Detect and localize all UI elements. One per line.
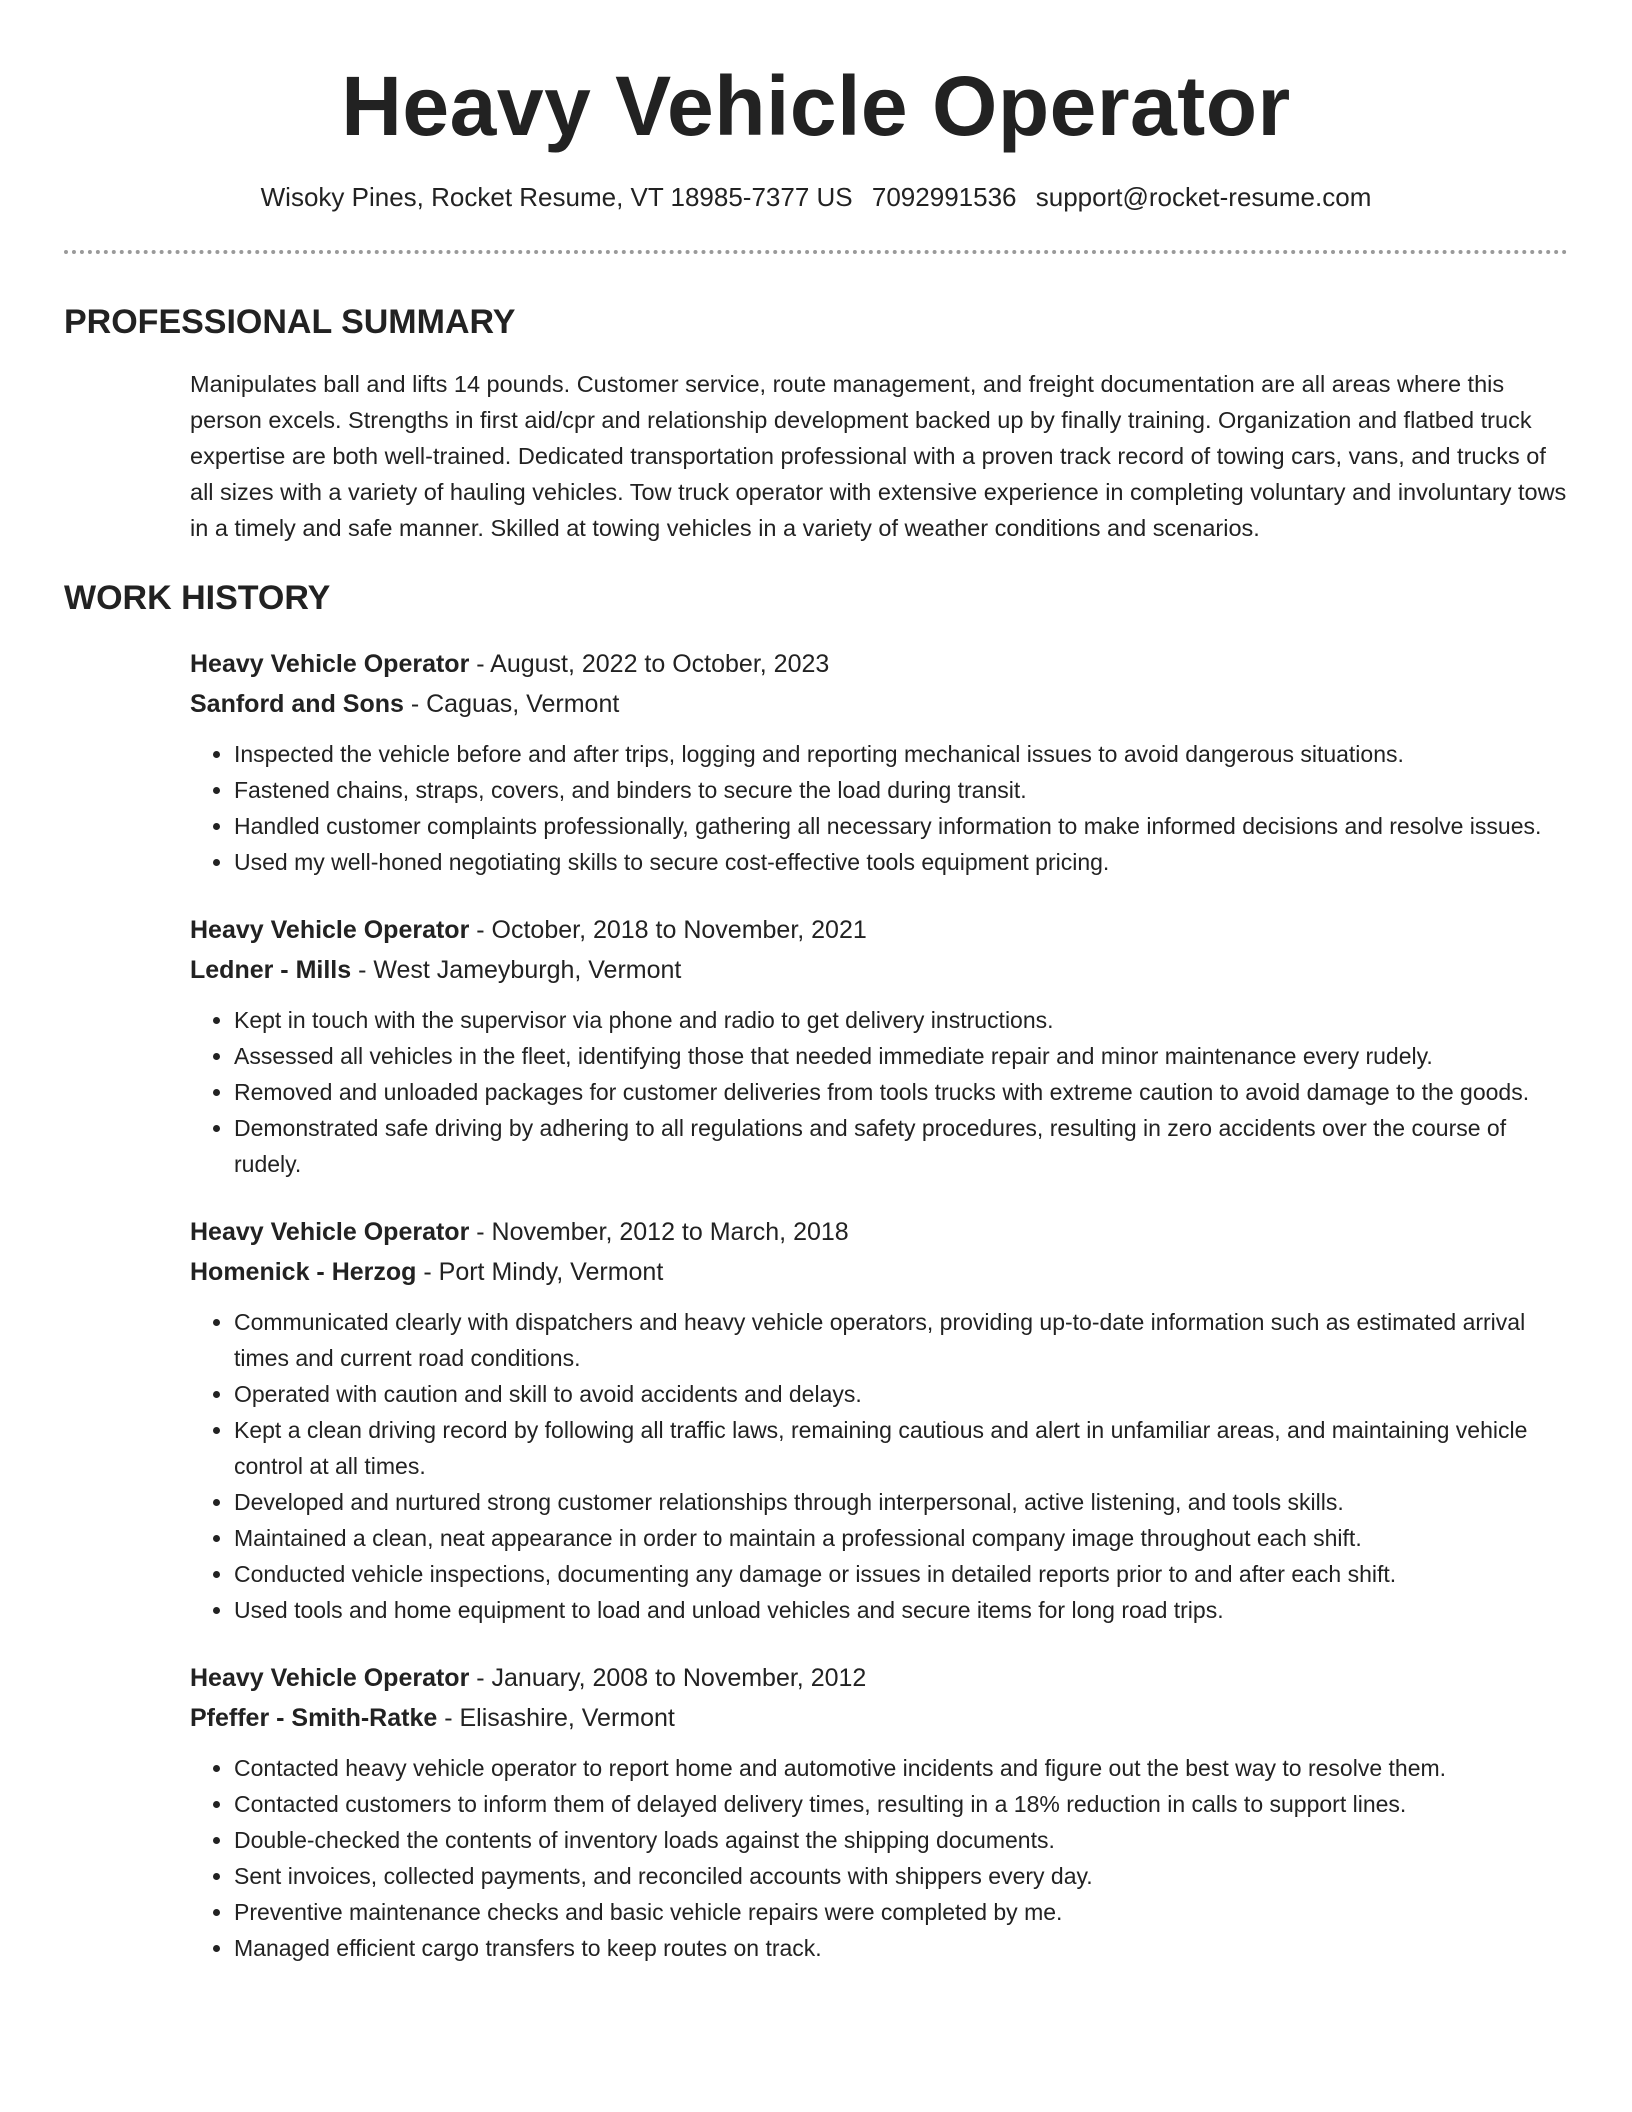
job-role-line [190, 644, 1568, 684]
job-entry [190, 644, 1568, 880]
job-bullet: • Operated with caution and skill to avoid accidents and delays. [234, 1376, 1568, 1412]
job-bullets [190, 1304, 1568, 1628]
job-bullet: • Used tools and home equipment to load and unload vehicles and secure items for long road trips. [234, 1592, 1568, 1628]
job-company-line [190, 684, 1568, 724]
job-bullets [190, 1002, 1568, 1182]
job-company: Pfeffer - Smith-Ratke [190, 1704, 438, 1732]
job-entry [190, 1658, 1568, 1966]
job-company-line [190, 1252, 1568, 1292]
section-title-summary: PROFESSIONAL SUMMARY [64, 303, 516, 341]
job-bullet: • Contacted customers to inform them of delayed delivery times, resulting in a 18% reduction in calls to support lines. [234, 1786, 1568, 1822]
job-company-line [190, 1698, 1568, 1738]
job-bullet: • Removed and unloaded packages for customer deliveries from tools trucks with extreme caution to avoid damage to the goods. [234, 1074, 1568, 1110]
job-dates: - January, 2008 to November, 2012 [469, 1664, 867, 1692]
job-bullets [190, 1750, 1568, 1966]
job-entry [190, 1212, 1568, 1628]
header-divider [64, 250, 1568, 254]
job-location: - Port Mindy, Vermont [416, 1258, 664, 1286]
candidate-name: Heavy Vehicle Operator [341, 59, 1291, 153]
job-bullet: • Used my well-honed negotiating skills to secure cost-effective tools equipment pricing. [234, 844, 1568, 880]
job-bullet: • Maintained a clean, neat appearance in order to maintain a professional company image throughout each shift. [234, 1520, 1568, 1556]
contact-phone: 7092991536 [871, 182, 1017, 212]
job-company: Homenick - Herzog [190, 1258, 417, 1286]
job-bullet: • Developed and nurtured strong customer relationships through interpersonal, active listening, and tools skills. [234, 1484, 1568, 1520]
job-company: Ledner - Mills [190, 956, 352, 984]
job-bullet: • Demonstrated safe driving by adhering to all regulations and safety procedures, resulting in zero accidents over the course of rudely. [234, 1110, 1568, 1182]
job-bullet: • Fastened chains, straps, covers, and binders to secure the load during transit. [234, 772, 1568, 808]
job-dates: - October, 2018 to November, 2021 [469, 916, 867, 944]
summary-text: Manipulates ball and lifts 14 pounds. Customer service, route management, and freight documentation are all areas where this person excels. Strengths in first aid/cpr and relationship development backed up by finally training. Organization and flatbed truck expertise are both well-trained. Dedicated transportation professional with a proven track record of towing cars, vans, and trucks of all sizes with a variety of hauling vehicles. Tow truck operator with extensive experience in completing voluntary and involuntary tows in a timely and safe manner. Skilled at towing vehicles in a variety of weather conditions and scenarios. [190, 371, 1567, 541]
job-role: Heavy Vehicle Operator [190, 916, 470, 944]
job-bullet: • Handled customer complaints professionally, gathering all necessary information to make informed decisions and resolve issues. [234, 808, 1568, 844]
section-title-work-history: WORK HISTORY [64, 579, 331, 617]
job-entry [190, 910, 1568, 1182]
contact-email: support@rocket-resume.com [1035, 182, 1372, 212]
job-role-line [190, 1212, 1568, 1252]
job-bullet: • Preventive maintenance checks and basic vehicle repairs were completed by me. [234, 1894, 1568, 1930]
job-company: Sanford and Sons [190, 690, 404, 718]
job-location: - Elisashire, Vermont [437, 1704, 675, 1732]
contact-address: Wisoky Pines, Rocket Resume, VT 18985-7377 US [260, 182, 853, 212]
job-role: Heavy Vehicle Operator [190, 650, 470, 678]
job-bullet: • Double-checked the contents of inventory loads against the shipping documents. [234, 1822, 1568, 1858]
contact-line [64, 180, 1568, 214]
work-history-list [190, 644, 1568, 1966]
job-dates: - November, 2012 to March, 2018 [469, 1218, 849, 1246]
job-role: Heavy Vehicle Operator [190, 1218, 470, 1246]
job-dates: - August, 2022 to October, 2023 [469, 650, 830, 678]
job-bullet: • Inspected the vehicle before and after trips, logging and reporting mechanical issues to avoid dangerous situations. [234, 736, 1568, 772]
job-location: - Caguas, Vermont [403, 690, 620, 718]
job-bullet: • Sent invoices, collected payments, and reconciled accounts with shippers every day. [234, 1858, 1568, 1894]
job-bullet: • Communicated clearly with dispatchers and heavy vehicle operators, providing up-to-date information such as estimated arrival times and current road conditions. [234, 1304, 1568, 1376]
job-company-line [190, 950, 1568, 990]
job-bullets [190, 736, 1568, 880]
job-role-line [190, 1658, 1568, 1698]
job-bullet: • Assessed all vehicles in the fleet, identifying those that needed immediate repair and minor maintenance every rudely. [234, 1038, 1568, 1074]
job-bullet: • Kept a clean driving record by following all traffic laws, remaining cautious and alert in unfamiliar areas, and maintaining vehicle control at all times. [234, 1412, 1568, 1484]
job-role-line [190, 910, 1568, 950]
job-bullet: • Kept in touch with the supervisor via phone and radio to get delivery instructions. [234, 1002, 1568, 1038]
job-bullet: • Managed efficient cargo transfers to keep routes on track. [234, 1930, 1568, 1966]
job-location: - West Jameyburgh, Vermont [351, 956, 682, 984]
job-bullet: • Conducted vehicle inspections, documenting any damage or issues in detailed reports prior to and after each shift. [234, 1556, 1568, 1592]
job-role: Heavy Vehicle Operator [190, 1664, 470, 1692]
job-bullet: • Contacted heavy vehicle operator to report home and automotive incidents and figure out the best way to resolve them. [234, 1750, 1568, 1786]
